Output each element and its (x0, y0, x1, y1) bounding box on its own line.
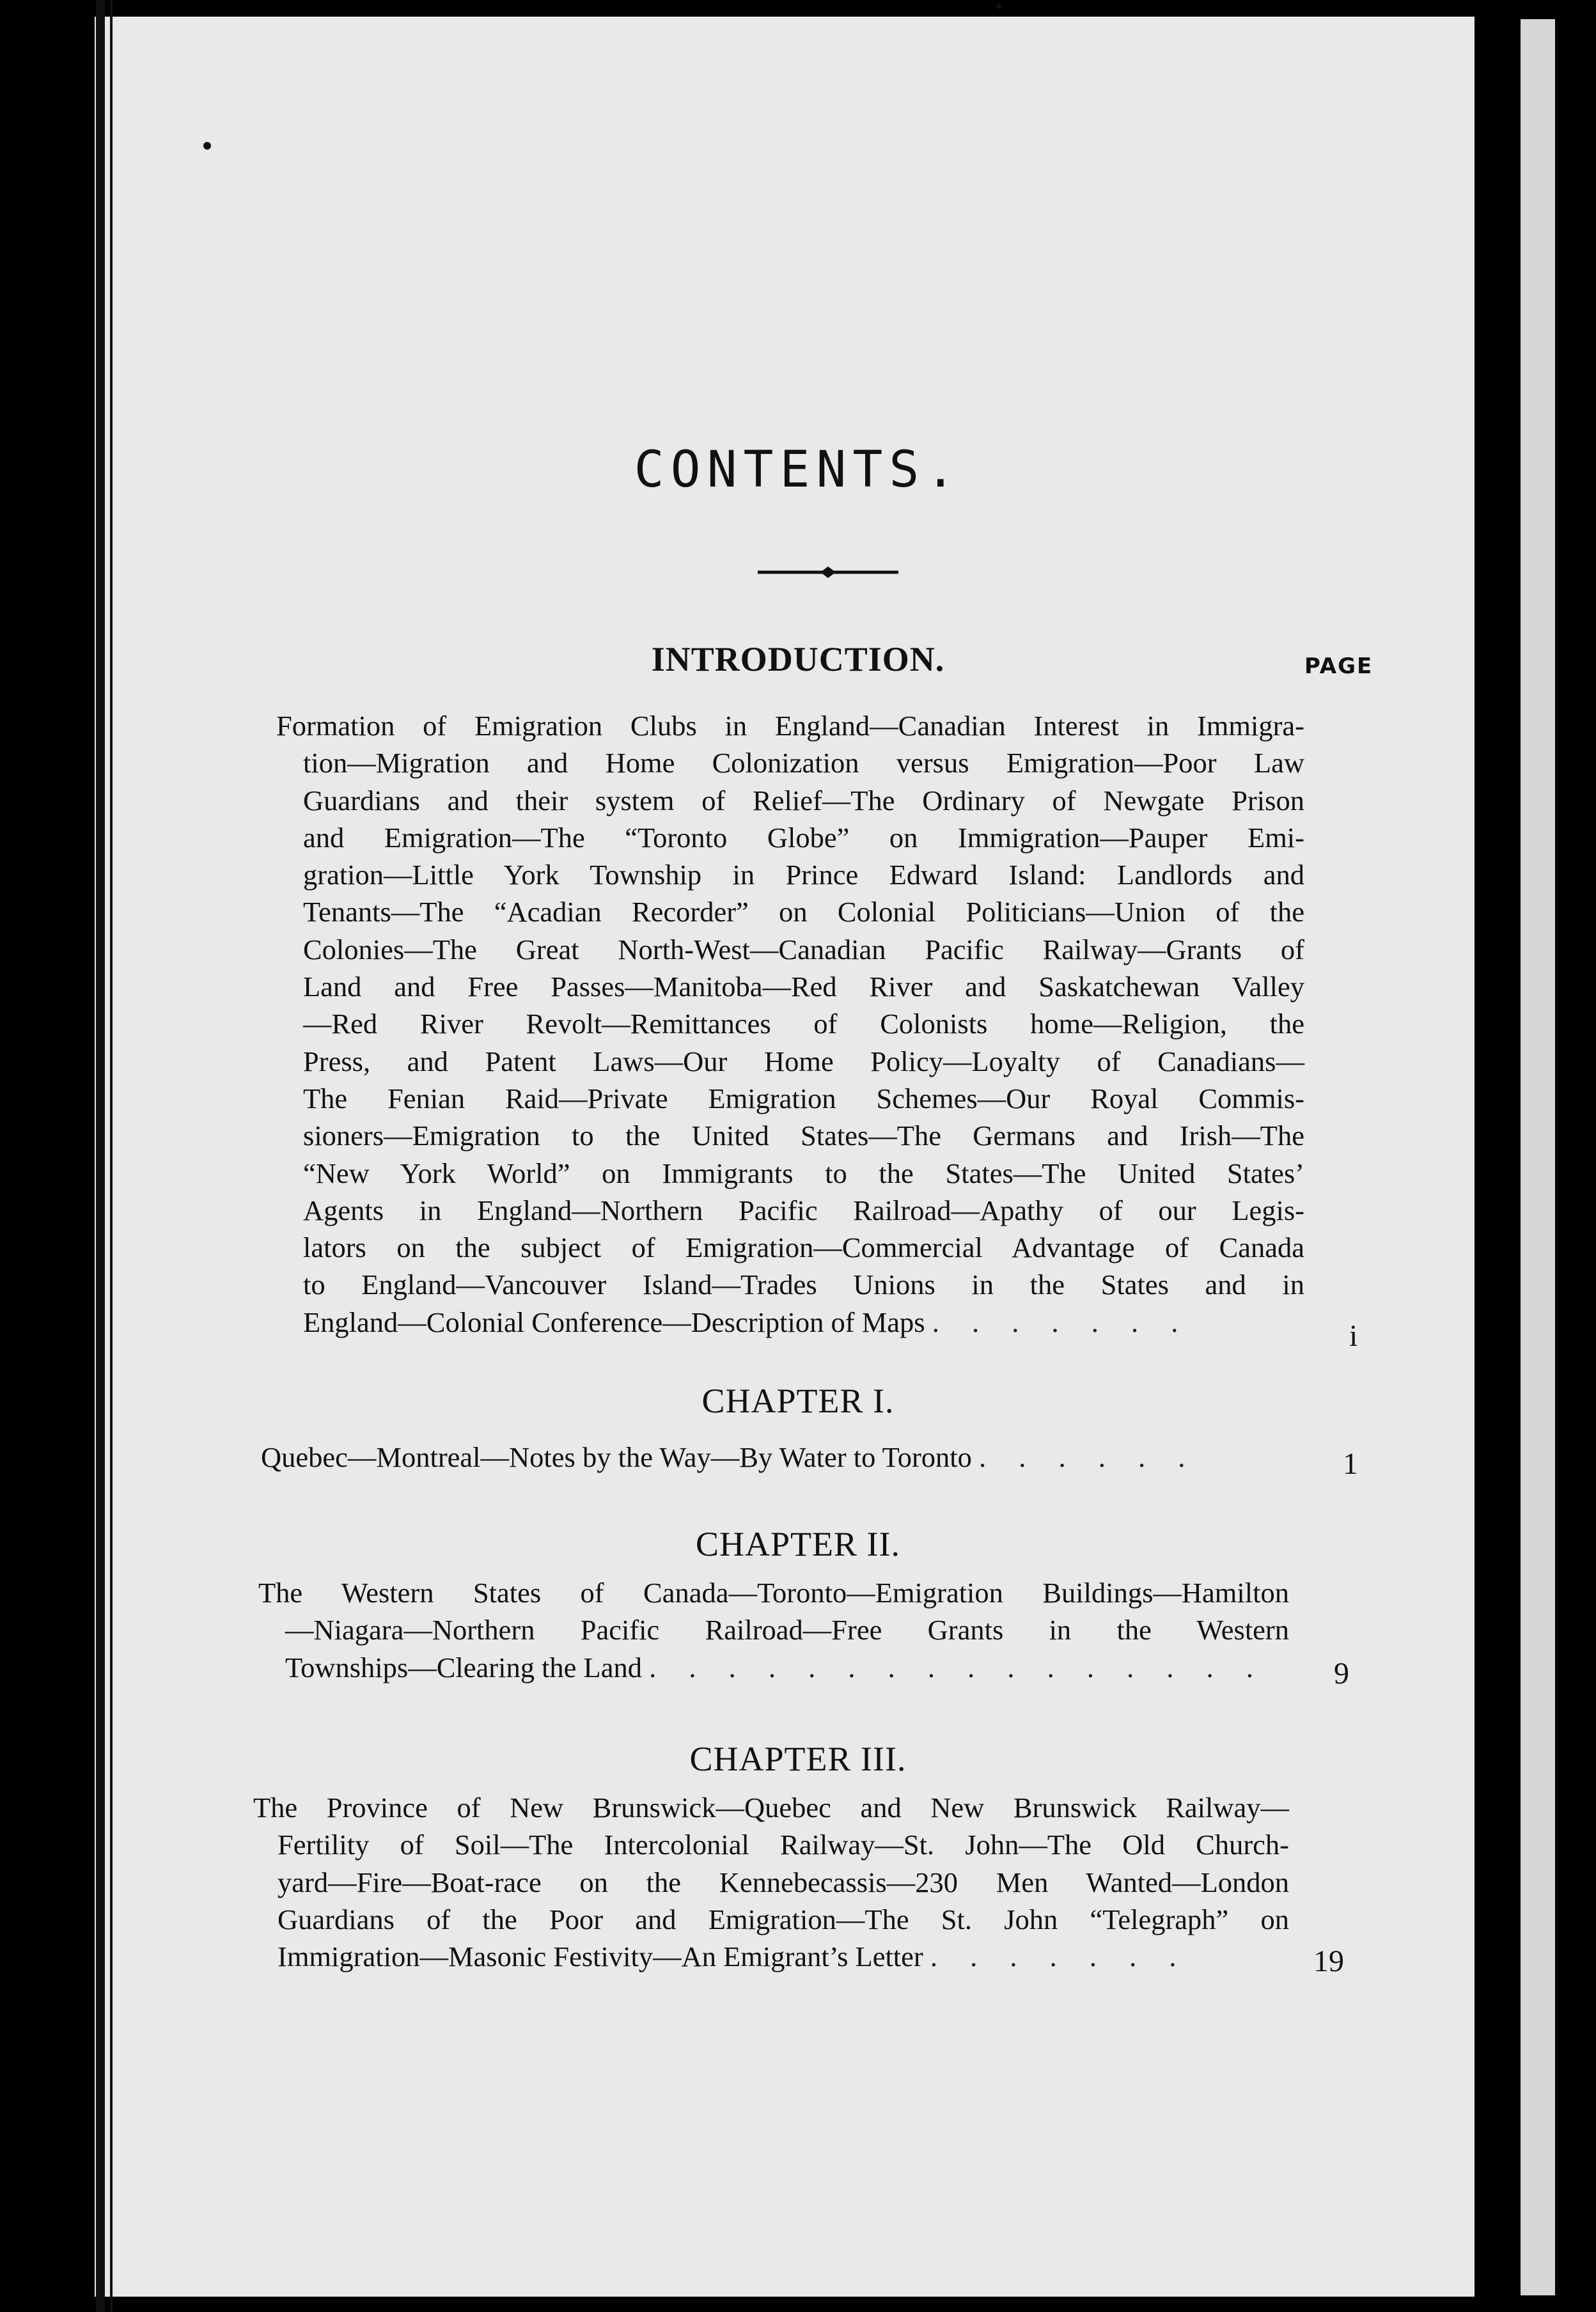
toc-entry-line (285, 1649, 1289, 1686)
toc-entry-text: England—Colonial Conference—Description of Maps (303, 1306, 925, 1338)
toc-entry-line: and Emigration—The “Toronto Globe” on Immigration—Pauper Emi- (303, 821, 1304, 854)
toc-entry-line: lators on the subject of Emigration—Commercial Advantage of Canada (303, 1231, 1304, 1264)
ink-speck (203, 142, 211, 150)
toc-entry-line: The Fenian Raid—Private Emigration Schemes—Our Royal Commis- (303, 1082, 1304, 1114)
toc-entry-introduction[interactable] (276, 707, 1304, 1341)
toc-entry-line (261, 1439, 1316, 1476)
dot-leaders: . . . . . . . (930, 1941, 1189, 1973)
toc-entry-chapter-3[interactable] (253, 1789, 1289, 1975)
page-number: 1 (1343, 1447, 1358, 1481)
toc-entry-text: Quebec—Montreal—Notes by the Way—By Water to Toronto (261, 1441, 972, 1473)
toc-entry-line: The Province of New Brunswick—Quebec and New Brunswick Railway— (253, 1792, 1289, 1824)
page-binding-line (110, 0, 113, 2312)
dot-leaders: . . . . . . (979, 1441, 1198, 1473)
toc-entry-text: Townships—Clearing the Land (285, 1651, 642, 1683)
toc-entry-line: Guardians and their system of Relief—The Ordinary of Newgate Prison (303, 784, 1304, 816)
toc-entry-chapter-2[interactable] (258, 1574, 1289, 1686)
facing-page-edge (1521, 19, 1555, 2295)
toc-entry-line: Formation of Emigration Clubs in England—Canadian Interest in Immigra- (276, 710, 1304, 742)
toc-entry-line (303, 1304, 1304, 1341)
toc-entry-line: Guardians of the Poor and Emigration—The St. John “Telegraph” on (278, 1903, 1289, 1935)
dot-leaders: . . . . . . . . . . . . . . . . (649, 1651, 1266, 1683)
toc-entry-line: Land and Free Passes—Manitoba—Red River and Saskatchewan Valley (303, 971, 1304, 1003)
toc-entry-line: tion—Migration and Home Colonization versus Emigration—Poor Law (303, 747, 1304, 779)
toc-entry-text: Immigration—Masonic Festivity—An Emigrant’s Letter (278, 1941, 923, 1973)
page-number: 9 (1334, 1657, 1349, 1691)
toc-entry-line: gration—Little York Township in Prince Edward Island: Landlords and (303, 859, 1304, 891)
title-ornament (758, 563, 898, 582)
toc-entry-line: sioners—Emigration to the United States—The Germans and Irish—The (303, 1120, 1304, 1152)
toc-entry-line (278, 1938, 1289, 1975)
toc-entry-line: —Niagara—Northern Pacific Railroad—Free Grants in the Western (285, 1614, 1289, 1646)
toc-entry-line: Colonies—The Great North-West—Canadian Pacific Railway—Grants of (303, 933, 1304, 965)
page-binding-edge (96, 0, 105, 2312)
dot-leaders: . . . . . . . (932, 1306, 1191, 1338)
toc-entry-line: Tenants—The “Acadian Recorder” on Colonial Politicians—Union of the (303, 896, 1304, 928)
toc-entry-line: to England—Vancouver Island—Trades Unions in the States and in (303, 1269, 1304, 1301)
toc-entry-line: yard—Fire—Boat-race on the Kennebecassis—230 Men Wanted—London (278, 1866, 1289, 1898)
toc-entry-line: Fertility of Soil—The Intercolonial Railway—St. John—The Old Church- (278, 1829, 1289, 1861)
section-heading-chapter-3: CHAPTER III. (689, 1740, 907, 1778)
toc-entry-line: Press, and Patent Laws—Our Home Policy—Loyalty of Canadians— (303, 1045, 1304, 1077)
toc-entry-line: “New York World” on Immigrants to the States—The United States’ (303, 1157, 1304, 1189)
page-title: CONTENTS. (634, 441, 962, 499)
ink-speck (996, 4, 1001, 9)
page-number: i (1349, 1319, 1358, 1353)
section-heading-chapter-2: CHAPTER II. (696, 1525, 900, 1563)
page-column-label: PAGE (1304, 653, 1373, 679)
toc-entry-line: The Western States of Canada—Toronto—Emigration Buildings—Hamilton (258, 1577, 1289, 1609)
toc-entry-line: Agents in England—Northern Pacific Railroad—Apathy of our Legis- (303, 1194, 1304, 1226)
toc-entry-chapter-1[interactable] (261, 1439, 1316, 1476)
page-number: 19 (1313, 1944, 1344, 1978)
section-heading-introduction: INTRODUCTION. (651, 640, 945, 678)
toc-entry-line: —Red River Revolt—Remittances of Colonists home—Religion, the (303, 1008, 1304, 1040)
section-heading-chapter-1: CHAPTER I. (701, 1382, 895, 1420)
